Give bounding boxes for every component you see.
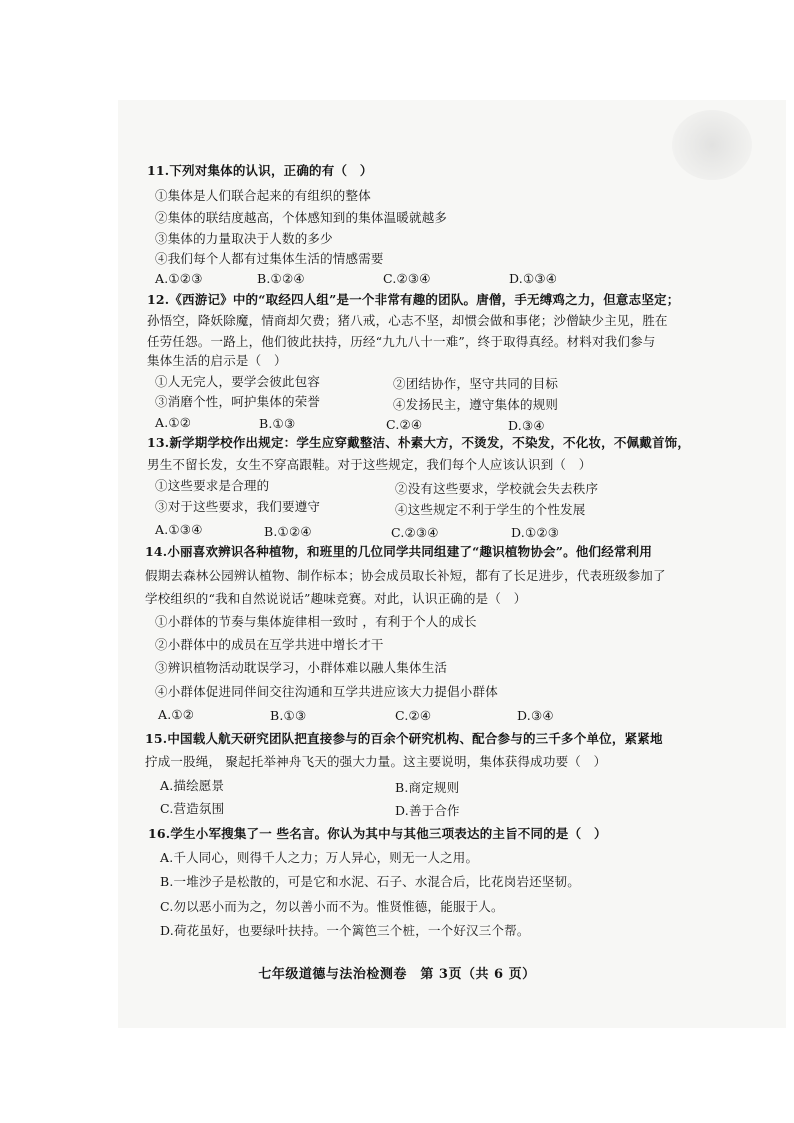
question-11-item-2: ②集体的联结度越高，个体感知到的集体温暖就越多 <box>155 210 448 225</box>
question-13-option-d: D.①②③ <box>511 525 560 540</box>
question-13-option-c: C.②③④ <box>391 525 439 540</box>
question-12-option-a: A.①② <box>155 415 192 430</box>
question-11-item-3: ③集体的力量取决于人数的多少 <box>155 231 333 246</box>
question-14-item-1: ①小群体的节奏与集体旋律相一致时 ，有利于个人的成长 <box>155 614 477 629</box>
question-11-item-4: ④我们每个人都有过集体生活的情感需要 <box>155 251 384 266</box>
question-16-option-d: D.荷花虽好，也要绿叶扶持。一个篱笆三个桩，一个好汉三个帮。 <box>160 923 530 938</box>
question-14-item-2: ②小群体中的成员在互学共进中增长才干 <box>155 637 384 652</box>
question-11-option-d: D.①③④ <box>509 271 558 286</box>
page-footer: 七年级道德与法治检测卷 第 3页（共 6 页） <box>258 967 536 982</box>
question-13-option-b: B.①②④ <box>264 524 312 539</box>
question-13-stem-line-1: 13.新学期学校作出规定：学生应穿戴整洁、朴素大方，不烫发，不染发，不化妆，不佩戴首饰， <box>147 435 691 450</box>
question-13-stem-line-2: 男生不留长发，女生不穿高跟鞋。对于这些规定，我们每个人应该认识到（ ） <box>147 457 592 472</box>
question-16-option-a: A.千人同心，则得千人之力；万人异心，则无一人之用。 <box>160 850 479 865</box>
question-11-option-c: C.②③④ <box>383 271 431 286</box>
question-16-stem: 16.学生小军搜集了一 些名言。你认为其中与其他三项表达的主旨不同的是（ ） <box>148 826 607 841</box>
question-14-stem-line-3: 学校组织的“我和自然说说话”趣味竞赛。对此，认识正确的是（ ） <box>145 591 527 606</box>
question-14-option-a: A.①② <box>158 707 195 722</box>
question-15-stem-line-2: 拧成一股绳， 聚起托举神舟飞天的强大力量。这主要说明，集体获得成功要（ ） <box>145 754 607 769</box>
question-12-option-c: C.②④ <box>386 417 423 432</box>
question-14-option-b: B.①③ <box>270 708 307 723</box>
question-15-option-b: B.商定规则 <box>395 780 460 795</box>
question-16-option-b: B.一堆沙子是松散的，可是它和水泥、石子、水混合后，比花岗岩还坚韧。 <box>160 874 580 889</box>
question-16-option-c: C.勿以恶小而为之，勿以善小而不为。惟贤惟德，能服于人。 <box>160 899 504 914</box>
question-11-item-1: ①集体是人们联合起来的有组织的整体 <box>155 188 371 203</box>
question-13-item-1: ①这些要求是合理的 <box>155 478 270 493</box>
question-15-stem-line-1: 15.中国载人航天研究团队把直接参与的百余个研究机构、配合参与的三千多个单位，紧紧地 <box>145 731 663 746</box>
question-12-stem-line-3: 任劳任怨。一路上，他们彼此扶持，历经“九九八十一难”，终于取得真经。材料对我们参与 <box>147 334 656 349</box>
question-15-option-c: C.营造氛围 <box>160 801 225 816</box>
question-13-option-a: A.①③④ <box>155 522 203 537</box>
question-12-stem-line-4: 集体生活的启示是（ ） <box>147 353 287 368</box>
question-14-stem-line-2: 假期去森林公园辨认植物、制作标本；协会成员取长补短，都有了长足进步，代表班级参加了 <box>145 568 666 583</box>
question-12-stem-line-1: 12.《西游记》中的“取经四人组”是一个非常有趣的团队。唐僧，手无缚鸡之力，但意志坚定； <box>147 292 680 307</box>
question-13-item-2: ②没有这些要求，学校就会失去秩序 <box>395 481 599 496</box>
question-11-stem: 11.下列对集体的认识，正确的有（ ） <box>147 163 373 178</box>
question-12-item-4: ④发扬民主，遵守集体的规则 <box>393 397 559 412</box>
question-12-option-d: D.③④ <box>508 418 545 433</box>
question-12-option-b: B.①③ <box>259 416 296 431</box>
question-14-option-d: D.③④ <box>517 708 554 723</box>
question-11-option-b: B.①②④ <box>257 271 305 286</box>
question-12-item-1: ①人无完人，要学会彼此包容 <box>155 374 321 389</box>
question-12-item-3: ③消磨个性，呵护集体的荣誉 <box>155 394 321 409</box>
question-14-item-3: ③辨识植物活动耽误学习，小群体难以融人集体生活 <box>155 660 448 675</box>
question-14-item-4: ④小群体促进同伴间交往沟通和互学共进应该大力提倡小群体 <box>155 684 498 699</box>
question-15-option-a: A.描绘愿景 <box>160 778 225 793</box>
question-14-option-c: C.②④ <box>395 708 432 723</box>
question-15-option-d: D.善于合作 <box>395 803 460 818</box>
question-12-stem-line-2: 孙悟空，降妖除魔，情商却欠费；猪八戒，心志不坚，却惯会做和事佬；沙僧缺少主见，胜在 <box>147 313 668 328</box>
question-12-item-2: ②团结协作，坚守共同的目标 <box>393 376 559 391</box>
question-14-stem-line-1: 14.小丽喜欢辨识各种植物，和班里的几位同学共同组建了“趣识植物协会”。他们经常利用 <box>145 544 653 559</box>
question-13-item-4: ④这些规定不利于学生的个性发展 <box>395 502 586 517</box>
question-13-item-3: ③对于这些要求，我们要遵守 <box>155 499 321 514</box>
question-11-option-a: A.①②③ <box>155 271 203 286</box>
